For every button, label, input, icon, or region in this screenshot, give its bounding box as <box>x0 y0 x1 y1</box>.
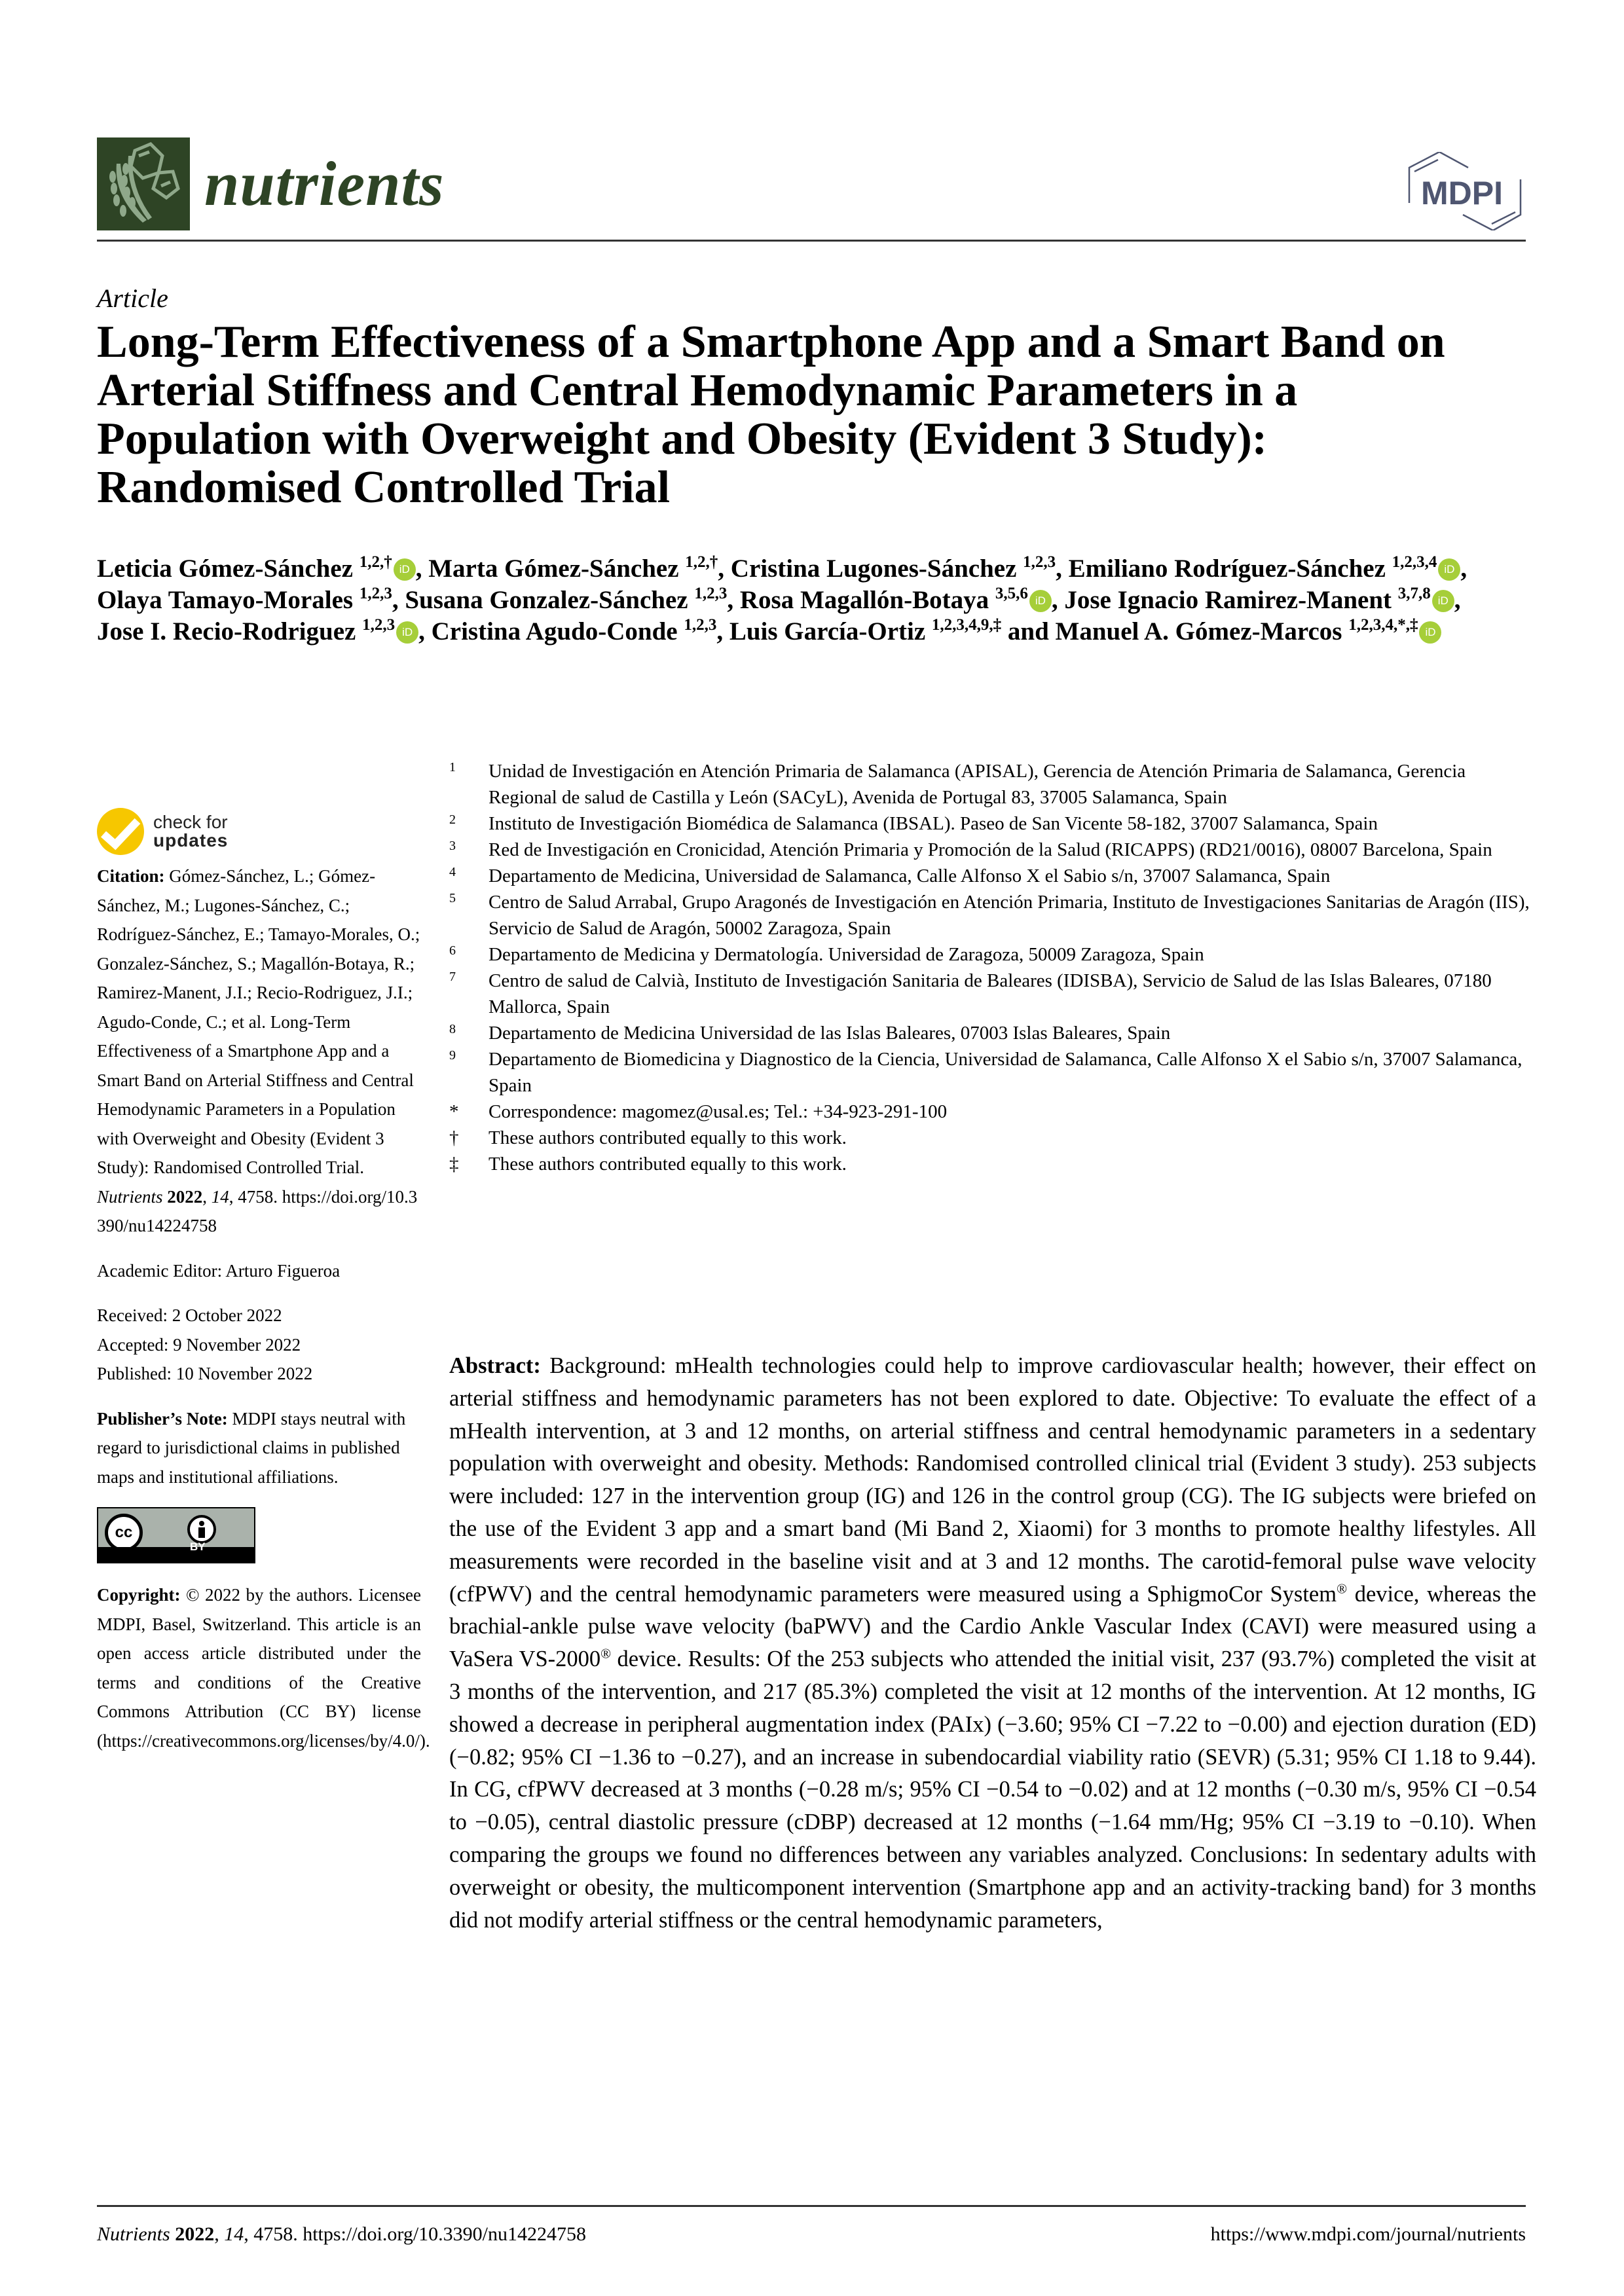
footer-journal-url[interactable]: https://www.mdpi.com/journal/nutrients <box>1210 2223 1526 2245</box>
journal-logo-icon <box>97 137 190 230</box>
author-name[interactable]: Olaya Tamayo-Morales <box>97 586 354 614</box>
affiliation-text: Departamento de Biomedicina y Diagnostico de la Ciencia, Universidad de Salamanca, Calle Alfonso X el Sabio s/n, 37007 Salamanca, Spain <box>489 1049 1522 1096</box>
citation-article-no: , 4758. <box>229 1186 278 1207</box>
affiliation-item <box>449 1046 1536 1099</box>
published-date: Published: 10 November 2022 <box>97 1364 313 1383</box>
citation: Citation: Gómez-Sánchez, L.; Gómez-Sánchez, M.; Lugones-Sánchez, C.; Rodríguez-Sánchez, E.; Tamayo-Morales, O.; Gonzalez-Sánchez, S.; Magallón-Botaya, R.; Ramirez-Manent, J.I.; Recio-Rodriguez, J.I.; Agudo-Conde, C.; et al. Long-Term Effectiveness of a Smartphone App and a Smart Band on Arterial Stiffness and Central Hemodynamic Parameters in a Population with Overweight and Obesity (Evident 3 Study): Randomised Controlled Trial. Nutrients 2022, 14, 4758. https://doi.org/10.3390/nu14224758 <box>97 866 420 1235</box>
author-list <box>97 553 1505 647</box>
author-separator: , <box>392 586 405 614</box>
abstract-text-2: device, whereas the brachial-ankle pulse wave velocity (baPWV) and the Cardio Ankle Vascular Index (CAVI) were measured using a VaSera VS-2000 <box>449 1581 1536 1672</box>
author-name[interactable]: Leticia Gómez-Sánchez <box>97 555 353 583</box>
footer-doi[interactable]: , 4758. https://doi.org/10.3390/nu14224758 <box>244 2223 586 2245</box>
registered-mark: ® <box>1337 1580 1348 1597</box>
checkmark-icon <box>97 808 144 855</box>
orcid-icon[interactable]: iD <box>1432 590 1454 612</box>
author-name[interactable]: Jose I. Recio-Rodriguez <box>97 617 356 646</box>
affiliation-text: Centro de salud de Calvià, Instituto de Investigación Sanitaria de Baleares (IDISBA), Servicio de Salud de las Islas Baleares, 07180 Mallorca, Spain <box>489 970 1492 1017</box>
affiliation-marker: † <box>449 1127 459 1148</box>
affiliations-list <box>449 758 1536 1177</box>
author-separator: , <box>1056 555 1069 583</box>
author-affiliation-marks: 1,2,3,4,*,‡ <box>1348 616 1418 634</box>
affiliation-text: Red de Investigación en Cronicidad, Atención Primaria y Promoción de la Salud (RICAPPS) (RD21/0016), 08007 Barcelona, Spain <box>489 839 1492 860</box>
orcid-icon[interactable]: iD <box>1419 621 1441 644</box>
copyright-label: Copyright: <box>97 1585 181 1605</box>
affiliation-item <box>449 941 1536 968</box>
affiliation-item <box>449 837 1536 863</box>
footer-citation: Nutrients 2022, 14, 4758. https://doi.org/10.3390/nu14224758 <box>97 2223 586 2245</box>
accepted-date: Accepted: 9 November 2022 <box>97 1334 301 1355</box>
author-affiliation-marks: 1,2,3 <box>694 585 728 602</box>
academic-editor: Academic Editor: Arturo Figueroa <box>97 1260 341 1281</box>
author-separator: , <box>1460 555 1467 583</box>
author-name[interactable]: Cristina Lugones-Sánchez <box>730 555 1017 583</box>
author-affiliation-marks: 3,5,6 <box>995 585 1028 602</box>
citation-year: 2022 <box>167 1186 203 1207</box>
footer-journal: Nutrients <box>97 2223 170 2245</box>
affiliation-text: These authors contributed equally to this work. <box>489 1154 847 1175</box>
affiliation-marker: * <box>449 1101 459 1122</box>
author-affiliation-marks: 1,2,3 <box>1023 553 1056 571</box>
author-separator: , <box>1051 586 1065 614</box>
author-affiliation-marks: 1,2,3 <box>362 616 396 634</box>
publishers-note-label: Publisher’s Note: <box>97 1408 228 1429</box>
citation-doi-link[interactable]: https://doi.org/10.3390/nu14224758 <box>97 1186 418 1235</box>
affiliation-text: Instituto de Investigación Biomédica de Salamanca (IBSAL). Paseo de San Vicente 58-182, 37007 Salamanca, Spain <box>489 813 1378 834</box>
affiliation-marker: ‡ <box>449 1154 459 1175</box>
author-name[interactable]: Rosa Magallón-Botaya <box>739 586 989 614</box>
publishers-note-text: MDPI stays neutral with regard to jurisdictional claims in published maps and institutional affiliations. <box>97 1408 406 1487</box>
author-name[interactable]: Marta Gómez-Sánchez <box>428 555 679 583</box>
orcid-icon[interactable]: iD <box>1438 558 1460 581</box>
affiliation-text: Correspondence: magomez@usal.es; Tel.: +34-923-291-100 <box>489 1101 948 1122</box>
author-affiliation-marks: 1,2,3,4,9,‡ <box>931 616 1002 634</box>
affiliation-marker: 6 <box>449 943 456 958</box>
footer-divider <box>97 2205 1526 2207</box>
header-divider <box>97 240 1526 242</box>
check-updates-line1: check for <box>153 812 228 832</box>
copyright <box>97 1580 430 1755</box>
author-affiliation-marks: 3,7,8 <box>1397 585 1431 602</box>
affiliation-text: Departamento de Medicina y Dermatología. Universidad de Zaragoza, 50009 Zaragoza, Spain <box>489 944 1204 965</box>
author-affiliation-marks: 1,2,† <box>685 553 718 571</box>
affiliation-marker: 7 <box>449 970 456 984</box>
check-for-updates-button[interactable] <box>97 805 421 858</box>
abstract-label: Abstract: <box>449 1353 541 1378</box>
citation-label: Citation: <box>97 866 165 886</box>
article-title: Long-Term Effectiveness of a Smartphone App and a Smart Band on Arterial Stiffness and Central Hemodynamic Parameters in a Population with Overweight and Obesity (Evident 3 Study): Randomised Controlled Trial <box>97 317 1445 513</box>
author-separator: , <box>1454 586 1461 614</box>
affiliation-text: These authors contributed equally to this work. <box>489 1127 847 1148</box>
affiliation-marker: 5 <box>449 891 456 905</box>
creative-commons-icon: cc <box>105 1514 143 1552</box>
author-name[interactable]: Luis García-Ortiz <box>729 617 926 646</box>
abstract-text-1: Background: mHealth technologies could help to improve cardiovascular health; however, their effect on arterial stiffness and hemodynamic parameters has not been explored to date. Objective: To evaluate the effect of a mHealth intervention, at 3 and 12 months, on arterial stiffness and central hemodynamic parameters in a sedentary population with overweight and obesity. Methods: Randomised controlled clinical trial (Evident 3 study). 253 subjects were included: 127 in the intervention group (IG) and 126 in the control group (CG). The IG subjects were briefed on the use of the Evident 3 app and a smart band (Mi Band 2, Xiaomi) for 3 months to promote healthy lifestyles. All measurements were recorded in the baseline visit and at 3 and 12 months. The carotid-femoral pulse wave velocity (cfPWV) and the central hemodynamic parameters were measured using a SphigmoCor System <box>449 1353 1536 1607</box>
author-separator: and <box>1001 617 1056 646</box>
affiliation-text: Departamento de Medicina Universidad de las Islas Baleares, 07003 Islas Baleares, Spain <box>489 1023 1171 1044</box>
copyright-text: © 2022 by the authors. Licensee MDPI, Basel, Switzerland. This article is an open access article distributed under the terms and conditions of the Creative Commons Attribution (CC BY) license (https://creativecommons.org/licenses/by/4.0/). <box>97 1585 430 1751</box>
affiliation-marker: 2 <box>449 812 456 827</box>
author-affiliation-marks: 1,2,3,4 <box>1392 553 1437 571</box>
author-name[interactable]: Emiliano Rodríguez-Sánchez <box>1068 555 1386 583</box>
journal-name: nutrients <box>204 149 445 219</box>
affiliation-marker: 3 <box>449 839 456 853</box>
received-date: Received: 2 October 2022 <box>97 1305 282 1325</box>
author-name[interactable]: Cristina Agudo-Conde <box>431 617 678 646</box>
author-affiliation-marks: 1,2,3 <box>684 616 717 634</box>
affiliation-marker: 4 <box>449 865 456 879</box>
affiliation-marker: 1 <box>449 760 456 774</box>
cc-by-license-badge[interactable] <box>97 1507 255 1563</box>
author-separator: , <box>716 617 729 646</box>
affiliation-text: Departamento de Medicina, Universidad de Salamanca, Calle Alfonso X el Sabio s/n, 37007 Salamanca, Spain <box>489 866 1331 886</box>
orcid-icon[interactable]: iD <box>1029 590 1052 612</box>
affiliation-marker: 9 <box>449 1048 456 1063</box>
affiliation-text: Unidad de Investigación en Atención Primaria de Salamanca (APISAL), Gerencia de Atención Primaria de Salamanca, Gerencia Regional de salud de Castilla y León (SACyL), Avenida de Portugal 83, 37005 Salamanca, Spain <box>489 761 1466 808</box>
registered-mark: ® <box>600 1645 612 1662</box>
abstract-text-3: device. Results: Of the 253 subjects who attended the initial visit, 237 (93.7%) completed the visit at 3 months of the intervention, and 217 (85.3%) completed the visit at 12 months of the intervention. At 12 months, IG showed a decrease in peripheral augmentation index (PAIx) (−3.60; 95% CI −7.22 to −0.00) and ejection duration (ED) (−0.82; 95% CI −1.36 to −0.27), and an increase in subendocardial viability ratio (SEVR) (5.31; 95% CI 1.18 to 9.44). In CG, cfPWV decreased at 3 months (−0.28 m/s; 95% CI −0.54 to −0.02) and at 12 months (−0.30 m/s, 95% CI −0.54 to −0.05), central diastolic pressure (cDBP) decreased at 12 months (−1.64 mm/Hg; 95% CI −3.19 to −0.10). When comparing the groups we found no differences between any variables analyzed. Conclusions: In sedentary adults with overweight or obesity, the multicomponent intervention (Smartphone app and an activity-tracking band) for 3 months did not modify arterial stiffness or the central hemodynamic parameters, <box>449 1647 1536 1933</box>
article-type-label: Article <box>97 283 168 313</box>
orcid-icon[interactable]: iD <box>394 558 416 581</box>
author-separator: , <box>418 617 432 646</box>
affiliation-item <box>449 758 1536 811</box>
footer-year: 2022 <box>175 2223 215 2245</box>
mdpi-logo-icon <box>1408 152 1526 230</box>
affiliation-item <box>449 1020 1536 1046</box>
affiliation-item <box>449 889 1536 941</box>
author-separator: , <box>727 586 740 614</box>
author-name[interactable]: Susana Gonzalez-Sánchez <box>405 586 688 614</box>
svg-text:MDPI: MDPI <box>1421 175 1503 211</box>
author-affiliation-marks: 1,2,† <box>359 553 392 571</box>
footer-volume: 14 <box>224 2223 244 2245</box>
author-affiliation-marks: 1,2,3 <box>359 585 392 602</box>
check-updates-line2: updates <box>153 830 229 850</box>
publishers-note <box>97 1404 421 1492</box>
author-name[interactable]: Manuel A. Gómez-Marcos <box>1055 617 1342 646</box>
affiliation-item <box>449 1099 1536 1125</box>
orcid-icon[interactable]: iD <box>396 621 418 644</box>
by-label: BY <box>190 1540 206 1553</box>
affiliation-item <box>449 811 1536 837</box>
affiliation-item <box>449 1151 1536 1177</box>
affiliation-item <box>449 1125 1536 1151</box>
author-separator: , <box>415 555 429 583</box>
author-name[interactable]: Jose Ignacio Ramirez-Manent <box>1064 586 1392 614</box>
sidebar <box>97 805 430 1755</box>
citation-text: Gómez-Sánchez, L.; Gómez-Sánchez, M.; Lugones-Sánchez, C.; Rodríguez-Sánchez, E.; Tamayo-Morales, O.; Gonzalez-Sánchez, S.; Magallón-Botaya, R.; Ramirez-Manent, J.I.; Recio-Rodriguez, J.I.; Agudo-Conde, C.; et al. Long-Term Effectiveness of a Smartphone App and a Smart Band on Arterial Stiffness and Central Hemodynamic Parameters in a Population with Overweight and Obesity (Evident 3 Study): Randomised Controlled Trial. <box>97 866 420 1177</box>
affiliation-text: Centro de Salud Arrabal, Grupo Aragonés de Investigación en Atención Primaria, Instituto de Investigaciones Sanitarias de Aragón (IIS), Servicio de Salud de Aragón, 50002 Zaragoza, Spain <box>489 892 1530 939</box>
citation-volume: 14 <box>211 1186 229 1207</box>
affiliation-item <box>449 968 1536 1020</box>
author-separator: , <box>718 555 731 583</box>
abstract <box>449 1350 1536 1937</box>
citation-journal: Nutrients <box>97 1186 163 1207</box>
affiliation-marker: 8 <box>449 1022 456 1036</box>
affiliation-item <box>449 863 1536 889</box>
